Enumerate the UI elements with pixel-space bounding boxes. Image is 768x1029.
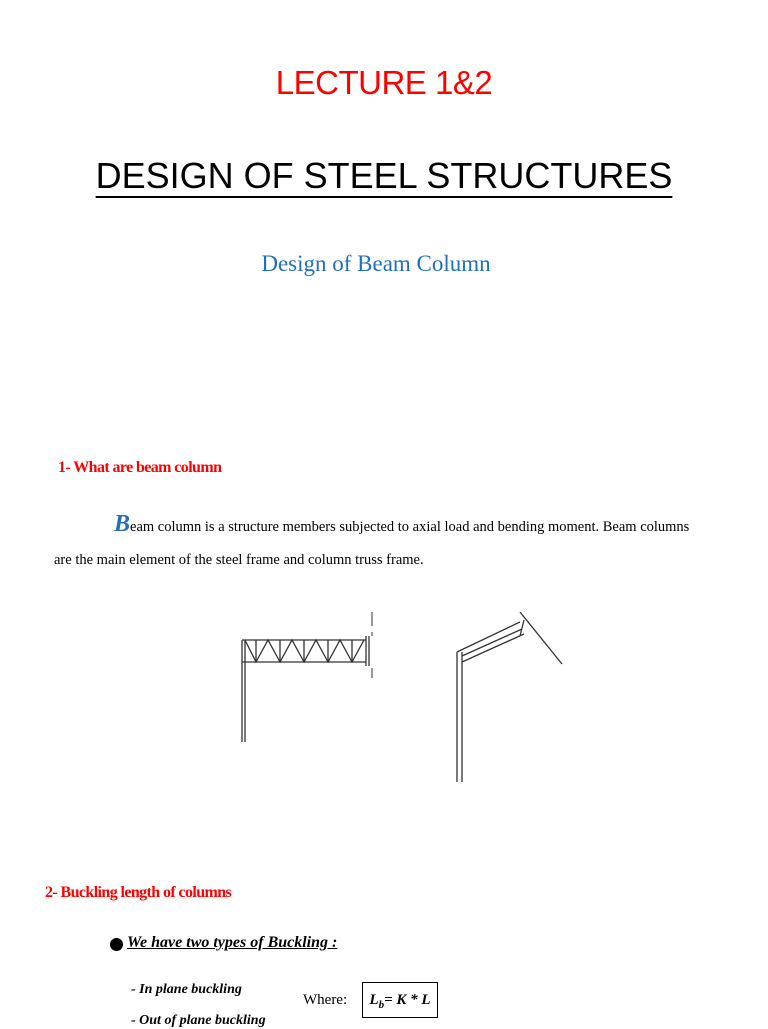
buckling-type-in-plane: - In plane buckling <box>131 982 242 997</box>
buckling-length-formula: $L_b= K * L$ <box>362 982 438 1018</box>
drop-cap: B <box>114 511 131 537</box>
truss-frame-figure <box>236 612 386 747</box>
buckling-type-out-of-plane: - Out of plane buckling <box>131 1013 266 1028</box>
document-title <box>0 155 768 197</box>
paragraph-text: eam column is a structure members subjected to axial load and bending moment. Beam columns are the main element of the steel frame and column truss frame. <box>54 519 690 568</box>
where-label: Where: <box>303 992 348 1008</box>
section-paragraph <box>54 508 704 577</box>
portal-column-figure <box>440 612 570 787</box>
document-title-text: DESIGN OF STEEL STRUCTURES <box>95 155 673 196</box>
lecture-title: LECTURE 1&2 <box>275 64 493 101</box>
document-subtitle: Design of Beam Column <box>261 251 491 276</box>
section-heading-2: 2- Buckling length of columns <box>45 884 232 901</box>
bullet-icon <box>110 938 123 951</box>
section-heading-1: 1- What are beam column <box>58 459 222 476</box>
buckling-types-title: We have two types of Buckling : <box>127 934 338 951</box>
